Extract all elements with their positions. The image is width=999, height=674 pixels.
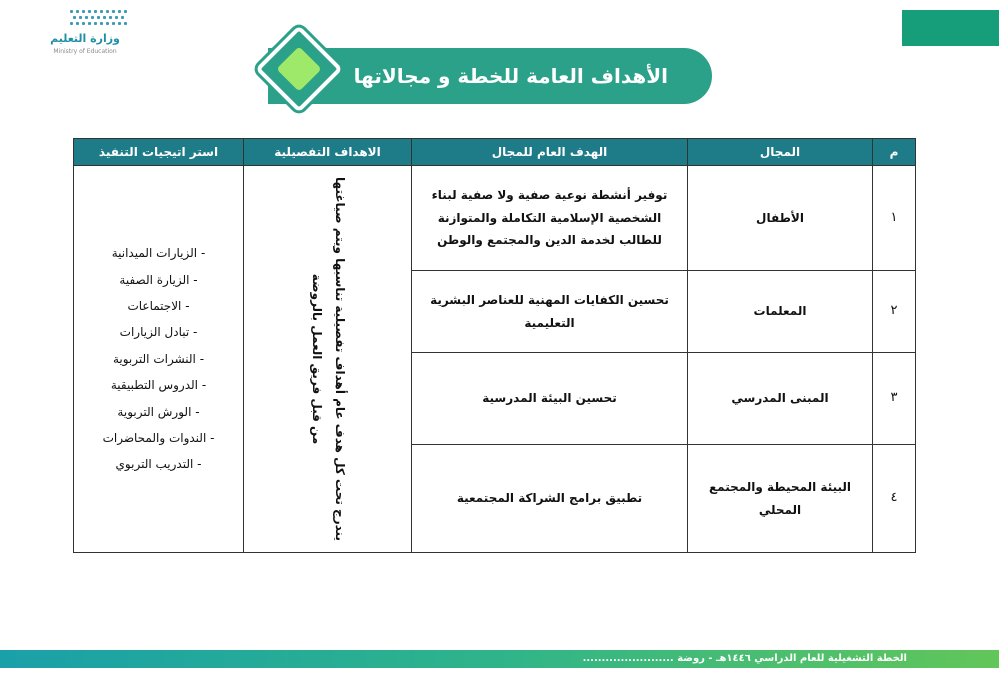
header-strategies: استر اتيجيات التنفيذ: [74, 139, 244, 166]
table-header-row: [74, 139, 916, 166]
header-goal: الهدف العام للمجال: [412, 139, 688, 166]
corner-accent: [902, 10, 999, 46]
row-goal: تطبيق برامج الشراكة المجتمعية: [412, 445, 688, 553]
list-item: - الزيارة الصفية: [119, 272, 198, 287]
row-goal: توفير أنشطة نوعية صفية ولا صفية لبناء الشخصية الإسلامية التكاملة والمتوازنة للطالب لخدمة الدين والمجتمع والوطن: [412, 166, 688, 271]
detailed-goals-cell: [244, 166, 412, 553]
list-item: - التدريب التربوي: [115, 457, 202, 472]
list-item: - الاجتماعات: [127, 299, 190, 314]
table-row: [74, 166, 916, 271]
logo-subtitle: Ministry of Education: [53, 48, 117, 55]
list-item: - تبادل الزيارات: [119, 325, 198, 340]
header-field: المجال: [688, 139, 873, 166]
logo-name: وزارة التعليم: [50, 32, 120, 45]
row-num: ١: [873, 166, 916, 271]
list-item: - الندوات والمحاضرات: [102, 430, 215, 445]
detailed-goals-note: يندرج تحت كل هدف عام أهداف تفصيلية تناسبها ويتم صياغتها من قبل فريق العمل بالروضة: [309, 177, 347, 541]
row-goal: تحسين الكفايات المهنية للعناصر البشرية التعليمية: [412, 271, 688, 353]
footer-strip: [0, 650, 999, 668]
row-field: المبنى المدرسي: [688, 353, 873, 445]
list-item: - الزيارات الميدانية: [111, 246, 206, 261]
row-field: البيئة المحيطة والمجتمع المحلي: [688, 445, 873, 553]
footer-text: الخطة التشغيلية للعام الدراسي ١٤٤٦هـ - روضة ........................: [582, 653, 907, 664]
row-goal: تحسين البيئة المدرسية: [412, 353, 688, 445]
ministry-logo: [30, 8, 140, 64]
row-field: المعلمات: [688, 271, 873, 353]
list-item: - الورش التربوية: [117, 404, 200, 419]
row-num: ٤: [873, 445, 916, 553]
strategies-list: [74, 240, 243, 478]
logo-mark-icon: [68, 8, 130, 28]
row-num: ٢: [873, 271, 916, 353]
row-num: ٣: [873, 353, 916, 445]
strategies-cell: [74, 166, 244, 553]
page-title: الأهداف العامة للخطة و مجالاتها: [353, 64, 668, 88]
list-item: - الدروس التطبيقية: [110, 378, 207, 393]
header-num: م: [873, 139, 916, 166]
goals-table: [73, 138, 916, 553]
header-detailed: الاهداف التفصيلية: [244, 139, 412, 166]
list-item: - النشرات التربوية: [112, 351, 205, 366]
row-field: الأطفال: [688, 166, 873, 271]
